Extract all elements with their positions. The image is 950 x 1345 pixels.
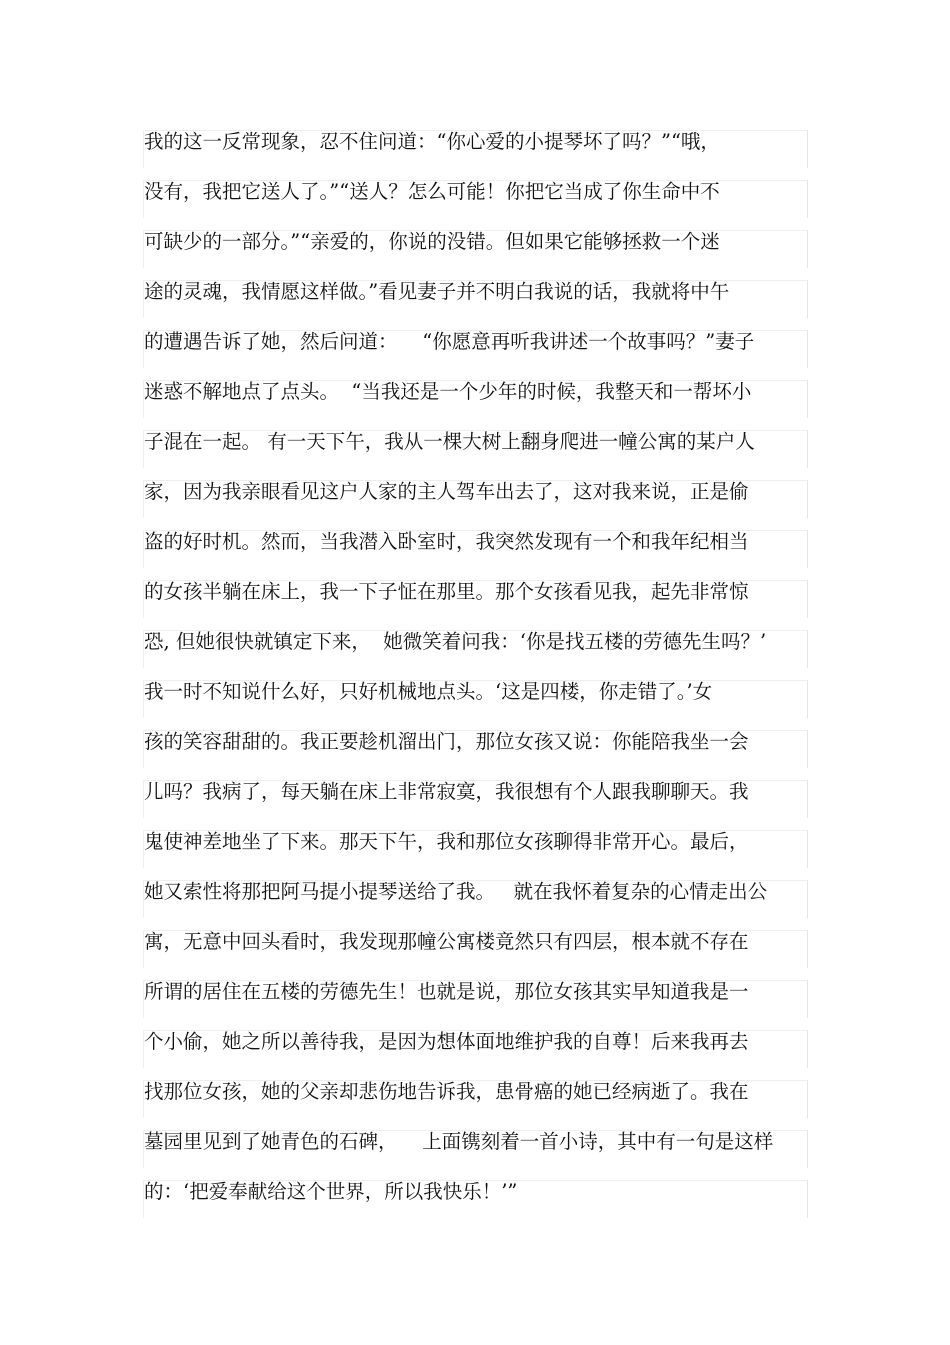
text-line: [143, 968, 808, 1018]
text-line: [143, 368, 808, 418]
text-line: [143, 518, 808, 568]
text-line: [143, 468, 808, 518]
line-text: 的：‘把爱奉献给这个世界，所以我快乐！’”: [144, 1180, 518, 1203]
line-text: 寓，无意中回头看时，我发现那幢公寓楼竟然只有四层，根本就不存在: [144, 930, 749, 953]
text-line: [143, 1018, 808, 1068]
line-text: 孩的笑容甜甜的。我正要趁机溜出门，那位女孩又说：你能陪我坐一会: [144, 730, 749, 753]
line-text: 儿吗？我病了，每天躺在床上非常寂寞，我很想有个人跟我聊聊天。我: [144, 780, 749, 803]
line-text: 的遭遇告诉了她，然后问道： “你愿意再听我讲述一个故事吗？”妻子: [144, 330, 755, 353]
text-line: [143, 1168, 808, 1218]
text-line: [143, 918, 808, 968]
text-line: [143, 418, 808, 468]
text-line: [143, 218, 808, 268]
line-text: 子混在一起。 有一天下午，我从一棵大树上翻身爬进一幢公寓的某户人: [144, 430, 755, 453]
line-text: 我一时不知说什么好，只好机械地点头。‘这是四楼，你走错了。’女: [144, 680, 713, 703]
line-text: 没有，我把它送人了。”“送人？怎么可能！你把它当成了你生命中不: [144, 180, 720, 203]
text-line: [143, 668, 808, 718]
line-text: 恐, 但她很快就镇定下来， 她微笑着问我：‘你是找五楼的劳德先生吗？’: [144, 630, 767, 653]
line-text: 找那位女孩，她的父亲却悲伤地告诉我，患骨癌的她已经病逝了。我在: [144, 1080, 749, 1103]
body-text: [143, 118, 808, 1218]
text-line: [143, 1118, 808, 1168]
line-text: 所谓的居住在五楼的劳德先生！也就是说，那位女孩其实早知道我是一: [144, 980, 749, 1003]
text-line: [143, 118, 808, 168]
line-text: 可缺少的一部分。”“亲爱的，你说的没错。但如果它能够拯救一个迷: [144, 230, 720, 253]
text-line: [143, 268, 808, 318]
text-line: [143, 168, 808, 218]
line-text: 家，因为我亲眼看见这户人家的主人驾车出去了，这对我来说，正是偷: [144, 480, 749, 503]
text-line: [143, 1068, 808, 1118]
line-text: 盗的好时机。然而，当我潜入卧室时，我突然发现有一个和我年纪相当: [144, 530, 749, 553]
line-text: 迷惑不解地点了点头。 “当我还是一个少年的时候，我整天和一帮坏小: [144, 380, 752, 403]
text-line: [143, 868, 808, 918]
text-line: [143, 718, 808, 768]
text-line: [143, 818, 808, 868]
line-text: 鬼使神差地坐了下来。那天下午，我和那位女孩聊得非常开心。最后，: [144, 830, 749, 853]
text-line: [143, 318, 808, 368]
text-line: [143, 568, 808, 618]
line-text: 途的灵魂，我情愿这样做。”看见妻子并不明白我说的话，我就将中午: [144, 280, 730, 303]
line-text: 的女孩半躺在床上，我一下子怔在那里。那个女孩看见我，起先非常惊: [144, 580, 749, 603]
text-line: [143, 768, 808, 818]
line-text: 墓园里见到了她青色的石碑， 上面镌刻着一首小诗，其中有一句是这样: [144, 1130, 774, 1153]
line-text: 她又索性将那把阿马提小提琴送给了我。 就在我怀着复杂的心情走出公: [144, 880, 768, 903]
line-text: 我的这一反常现象，忍不住问道：“你心爱的小提琴坏了吗？”“哦，: [144, 130, 720, 153]
line-text: 个小偷，她之所以善待我，是因为想体面地维护我的自尊！后来我再去: [144, 1030, 749, 1053]
text-line: [143, 618, 808, 668]
